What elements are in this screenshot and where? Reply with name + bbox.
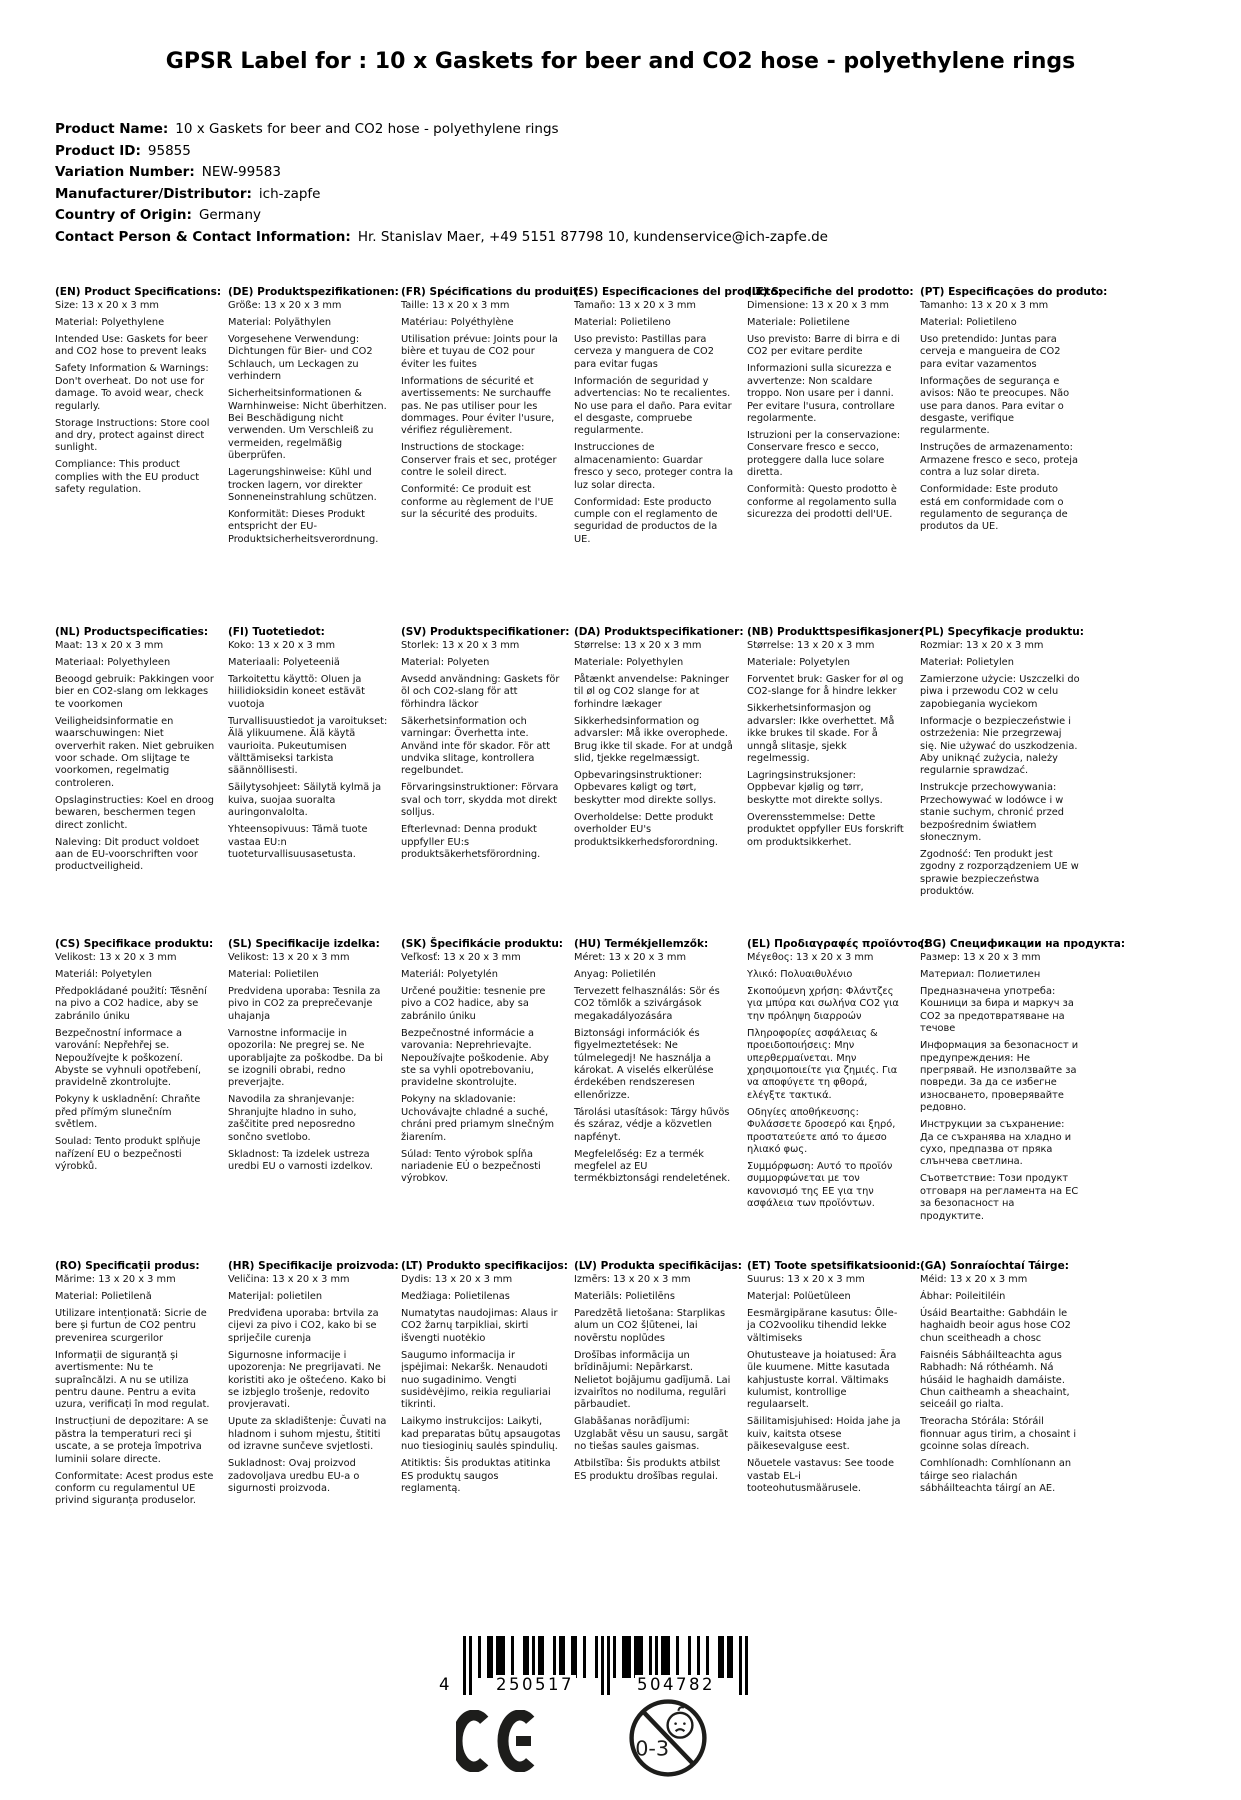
spec-block-nl bbox=[55, 626, 228, 938]
spec-paragraph: Istruzioni per la conservazione: Conservare fresco e secco, proteggere dalla luce solare diretta. bbox=[747, 430, 901, 479]
spec-paragraph: Σκοπούμενη χρήση: Φλάντζες για μπύρα και σωλήνα CO2 για την πρόληψη διαρροών bbox=[747, 986, 899, 1022]
spec-paragraph: Matériau: Polyéthylène bbox=[401, 317, 514, 328]
spec-heading-ro: (RO) Specificații produs: bbox=[55, 1260, 200, 1272]
spec-paragraph: Dimensione: 13 x 20 x 3 mm bbox=[747, 300, 889, 311]
info-value: 95855 bbox=[147, 142, 191, 159]
spec-paragraph: Tervezett felhasználás: Sör és CO2 tömlők a szivárgások megakadályozására bbox=[574, 986, 720, 1022]
spec-paragraph: Materiale: Polyetylen bbox=[747, 657, 850, 668]
spec-paragraph: Pokyny na skladovanie: Uchovávajte chladné a suché, chráni pred priamym slnečným žiarením. bbox=[401, 1094, 555, 1143]
spec-paragraph: Μέγεθος: 13 x 20 x 3 mm bbox=[747, 952, 874, 963]
spec-paragraph: Drošības informācija un brīdinājumi: Nepārkarst. Nelietot bojājumu gadījumā. Lai izvairītos no nodiluma, regulāri pārbaudiet. bbox=[574, 1349, 731, 1411]
spec-paragraph: Izmērs: 13 x 20 x 3 mm bbox=[574, 1274, 691, 1285]
info-label: Product ID: bbox=[55, 142, 141, 159]
spec-paragraph: Größe: 13 x 20 x 3 mm bbox=[228, 300, 342, 311]
spec-paragraph: Tamaño: 13 x 20 x 3 mm bbox=[574, 300, 696, 311]
spec-paragraph: Uso previsto: Barre di birra e di CO2 per evitare perdite bbox=[747, 334, 900, 358]
spec-paragraph: Glabāšanas norādījumi: Uzglabāt vēsu un sausu, sargāt no tiešas saules gaismas. bbox=[574, 1416, 729, 1453]
spec-block-it bbox=[747, 286, 920, 626]
spec-heading-pt: (PT) Especificações do produto: bbox=[920, 286, 1108, 298]
spec-paragraph: Laikymo instrukcijos: Laikyti, kad preparatas būtų apsaugotas nuo tiesioginių saulės spindulių. bbox=[401, 1416, 561, 1453]
spec-paragraph: Material: Polyäthylen bbox=[228, 317, 332, 328]
info-value: ich-zapfe bbox=[258, 185, 321, 202]
barcode-left-group: 250517 bbox=[496, 1675, 574, 1694]
spec-paragraph: Sicherheitsinformationen & Warnhinweise: Nicht überhitzen. Bei Beschädigung nicht verwenden. Um Verschleiß zu vermeiden, regelmäßig überprüfen. bbox=[228, 388, 387, 462]
info-label: Country of Origin: bbox=[55, 207, 192, 223]
spec-paragraph: Konformität: Dieses Produkt entspricht der EU-Produktsicherheitsverordnung. bbox=[228, 509, 379, 545]
product-info-row bbox=[55, 141, 1241, 163]
spec-paragraph: Navodila za shranjevanje: Shranjujte hladno in suho, zaščitite pred neposredno sončno svetlobo. bbox=[228, 1094, 357, 1143]
info-label: Contact Person & Contact Information: bbox=[55, 228, 351, 245]
spec-paragraph: Säilitamisjuhised: Hoida jahe ja kuiv, kaitsta otsese päikesevalguse eest. bbox=[747, 1416, 901, 1453]
spec-paragraph: Upute za skladištenje: Čuvati na hladnom i suhom mjestu, štititi od izravne sunčeve svjetlosti. bbox=[228, 1416, 387, 1453]
spec-heading-et: (ET) Toote spetsifikatsioonid: bbox=[747, 1260, 921, 1272]
spec-block-cs bbox=[55, 938, 228, 1260]
ean13-barcode bbox=[439, 1636, 748, 1696]
spec-block-es bbox=[574, 286, 782, 626]
spec-heading-cs: (CS) Specifikace produktu: bbox=[55, 938, 214, 950]
spec-paragraph: Instructions de stockage: Conserver frais et sec, protéger contre le soleil direct. bbox=[401, 442, 557, 479]
spec-paragraph: Velikost: 13 x 20 x 3 mm bbox=[228, 952, 350, 963]
spec-paragraph: Materiál: Polyetylen bbox=[55, 969, 152, 980]
spec-block-pt bbox=[920, 286, 1108, 626]
spec-paragraph: Veľkosť: 13 x 20 x 3 mm bbox=[401, 952, 521, 963]
spec-paragraph: Avsedd användning: Gaskets för öl och CO2-slang för att förhindra läckor bbox=[401, 674, 560, 710]
language-specs-grid bbox=[55, 286, 1241, 1540]
spec-heading-hu: (HU) Termékjellemzők: bbox=[574, 938, 709, 950]
spec-paragraph: Materiale: Polyethylen bbox=[574, 657, 684, 668]
spec-block-ga bbox=[920, 1260, 1093, 1540]
spec-block-sk bbox=[401, 938, 574, 1260]
product-info-row bbox=[55, 205, 1241, 227]
spec-paragraph: Beoogd gebruik: Pakkingen voor bier en CO2-slang om lekkages te voorkomen bbox=[55, 674, 214, 710]
spec-paragraph: Sigurnosne informacije i upozorenja: Ne pregrijavati. Ne koristiti ako je oštećeno. Kako bi se izbjeglo trošenje, redovito provjeravati. bbox=[228, 1349, 386, 1411]
spec-paragraph: Material: Polyeten bbox=[401, 657, 490, 668]
spec-paragraph: Съответствие: Този продукт отговаря на регламента на ЕС за безопасност на продуктите. bbox=[920, 1173, 1079, 1222]
spec-paragraph: Overholdelse: Dette produkt overholder EU's produktsikkerhedsforordning. bbox=[574, 811, 719, 848]
spec-paragraph: Atitiktis: Šis produktas atitinka ES produktų saugos reglamentą. bbox=[401, 1458, 551, 1495]
spec-heading-lt: (LT) Produkto specifikacijos: bbox=[401, 1260, 568, 1272]
spec-paragraph: Megfelelőség: Ez a termék megfelel az EU termékbiztonsági rendeletének. bbox=[574, 1148, 731, 1185]
spec-paragraph: Материал: Полиетилен bbox=[920, 969, 1041, 980]
spec-block-et bbox=[747, 1260, 920, 1540]
age-warning-label: 0-3 bbox=[635, 1736, 670, 1761]
spec-block-el bbox=[747, 938, 928, 1260]
spec-paragraph: Dydis: 13 x 20 x 3 mm bbox=[401, 1274, 513, 1285]
spec-block-fr bbox=[401, 286, 583, 626]
info-value: NEW-99583 bbox=[201, 164, 281, 180]
spec-heading-lv: (LV) Produkta specifikācijas: bbox=[574, 1260, 742, 1272]
page-title: GPSR Label for : 10 x Gaskets for beer and CO2 hose - polyethylene rings bbox=[165, 49, 1076, 74]
spec-paragraph: Ohutusteave ja hoiatused: Ära üle kuumene. Mitte kasutada kahjustuste korral. Vältimaks kulumist, kontrollige regulaarselt. bbox=[747, 1349, 897, 1411]
spec-paragraph: Tarkoitettu käyttö: Oluen ja hiilidioksidin koneet estävät vuotoja bbox=[228, 674, 365, 710]
ce-mark-icon bbox=[456, 1710, 538, 1776]
spec-paragraph: Material: Polietileno bbox=[920, 317, 1017, 328]
spec-block-bg bbox=[920, 938, 1126, 1260]
spec-paragraph: Instrucciones de almacenamiento: Guardar fresco y seco, proteger contra la luz solar directa. bbox=[574, 442, 734, 491]
spec-paragraph: Rozmiar: 13 x 20 x 3 mm bbox=[920, 640, 1044, 651]
spec-paragraph: Размер: 13 x 20 x 3 mm bbox=[920, 952, 1041, 963]
spec-paragraph: Treoracha Stórála: Stóráil fionnuar agus tirim, a chosaint i gcoinne solas díreach. bbox=[920, 1416, 1077, 1453]
info-label: Product Name: bbox=[55, 121, 169, 137]
spec-paragraph: Nõuetele vastavus: See toode vastab EL-i tooteohutusmäärusele. bbox=[747, 1458, 895, 1495]
spec-paragraph: Compliance: This product complies with the EU product safety regulation. bbox=[55, 459, 200, 496]
product-info-row bbox=[55, 184, 1241, 206]
spec-paragraph: Materjal: Polüetüleen bbox=[747, 1291, 851, 1302]
spec-heading-es: (ES) Especificaciones del producto: bbox=[574, 286, 782, 298]
spec-heading-pl: (PL) Specyfikacje produktu: bbox=[920, 626, 1084, 638]
spec-paragraph: Material: Polietileno bbox=[574, 317, 671, 328]
spec-heading-fr: (FR) Spécifications du produit: bbox=[401, 286, 583, 298]
spec-paragraph: Uso previsto: Pastillas para cerveza y manguera de CO2 para evitar fugas bbox=[574, 334, 714, 370]
spec-block-lv bbox=[574, 1260, 747, 1540]
spec-paragraph: Instrukcje przechowywania: Przechowywać w lodówce i w stanie suchym, chronić przed bezpośrednim światłem słonecznym. bbox=[920, 782, 1064, 844]
spec-heading-it: (IT) Specifiche del prodotto: bbox=[747, 286, 914, 298]
spec-block-ro bbox=[55, 1260, 228, 1540]
spec-block-hr bbox=[228, 1260, 401, 1540]
spec-paragraph: Συμμόρφωση: Αυτό το προϊόν συμμορφώνεται με τον κανονισμό της ΕΕ για την ασφάλεια των προϊόντων. bbox=[747, 1161, 893, 1210]
spec-paragraph: Υλικό: Πολυαιθυλένιο bbox=[747, 969, 853, 980]
spec-paragraph: Conformité: Ce produit est conforme au règlement de l'UE sur la sécurité des produits. bbox=[401, 484, 554, 521]
spec-block-sl bbox=[228, 938, 401, 1260]
spec-paragraph: Sikkerhedsinformation og advarsler: Må ikke overophede. Brug ikke til skade. For at undgå slid, tjekke regelmæssigt. bbox=[574, 715, 733, 765]
info-value: Germany bbox=[198, 207, 261, 223]
spec-paragraph: Tamanho: 13 x 20 x 3 mm bbox=[920, 300, 1049, 311]
spec-paragraph: Material: Polietilen bbox=[228, 969, 319, 980]
spec-paragraph: Storage Instructions: Store cool and dry, protect against direct sunlight. bbox=[55, 417, 210, 454]
spec-paragraph: Pokyny k uskladnění: Chraňte před přímým slunečním světlem. bbox=[55, 1094, 201, 1131]
spec-paragraph: Instruções de armazenamento: Armazene fresco e seco, proteja contra a luz solar direta. bbox=[920, 442, 1079, 479]
spec-heading-fi: (FI) Tuotetiedot: bbox=[228, 626, 325, 638]
spec-paragraph: Velikost: 13 x 20 x 3 mm bbox=[55, 952, 177, 963]
spec-paragraph: Materiaali: Polyeteeniä bbox=[228, 657, 340, 668]
spec-paragraph: Οδηγίες αποθήκευσης: Φυλάσσετε δροσερό και ξηρό, προστατεύετε από το άμεσο ηλιακό φως. bbox=[747, 1106, 896, 1156]
spec-heading-el: (EL) Προδιαγραφές προϊόντος: bbox=[747, 938, 928, 950]
spec-paragraph: Sukladnost: Ovaj proizvod zadovoljava uredbu EU-a o sigurnosti proizvoda. bbox=[228, 1458, 360, 1495]
spec-paragraph: Lagerungshinweise: Kühl und trocken lagern, vor direkter Sonneneinstrahlung schützen. bbox=[228, 467, 377, 504]
spec-paragraph: Anyag: Polietilén bbox=[574, 969, 656, 980]
spec-paragraph: Méid: 13 x 20 x 3 mm bbox=[920, 1274, 1028, 1285]
spec-heading-sv: (SV) Produktspecifikationer: bbox=[401, 626, 570, 638]
spec-paragraph: Lagringsinstruksjoner: Oppbevar kjølig og tørr, beskytte mot direkte sollys. bbox=[747, 770, 883, 806]
spec-heading-bg: (BG) Спецификации на продукта: bbox=[920, 938, 1126, 950]
spec-paragraph: Skladnost: Ta izdelek ustreza uredbi EU o varnosti izdelkov. bbox=[228, 1148, 373, 1173]
spec-paragraph: Conformitate: Acest produs este conform cu regulamentul UE privind siguranța produselor. bbox=[55, 1470, 214, 1507]
spec-heading-sk: (SK) Špecifikácie produktu: bbox=[401, 938, 564, 950]
gpsr-label-page bbox=[0, 46, 1241, 1800]
spec-paragraph: Utilizare intenționată: Sicrie de bere și furtun de CO2 pentru prevenirea scurgerilor bbox=[55, 1308, 207, 1344]
spec-block-en bbox=[55, 286, 228, 626]
spec-heading-da: (DA) Produktspecifikationer: bbox=[574, 626, 744, 638]
spec-paragraph: Informazioni sulla sicurezza e avvertenze: Non scaldare troppo. Non usare per i danni. Per evitare l'usura, controllare regolarmente. bbox=[747, 363, 895, 425]
spec-paragraph: Biztonsági információk és figyelmeztetések: Ne túlmelegedj! Ne használja a károkat. A viselés elkerülése érdekében rendszeresen ellenőrizze. bbox=[574, 1027, 714, 1101]
spec-paragraph: Maat: 13 x 20 x 3 mm bbox=[55, 640, 164, 651]
spec-paragraph: Materiale: Polietilene bbox=[747, 317, 850, 328]
spec-paragraph: Faisnéis Sábháilteachta agus Rabhadh: Ná róthéamh. Ná húsáid le haghaidh damáiste. Chun caitheamh a sheachaint, seiceáil go rialta. bbox=[920, 1349, 1070, 1411]
spec-paragraph: Material: Polyethylene bbox=[55, 317, 165, 328]
spec-paragraph: Saugumo informacija ir įspėjimai: Nekaršk. Nenaudoti nuo sugadinimo. Vengti susidėvėjimo, reikia reguliariai tikrinti. bbox=[401, 1349, 551, 1411]
spec-paragraph: Naleving: Dit product voldoet aan de EU-voorschriften voor productveiligheid. bbox=[55, 836, 200, 873]
spec-paragraph: Medžiaga: Polietilenas bbox=[401, 1291, 510, 1302]
spec-paragraph: Forventet bruk: Gasker for øl og CO2-slange for å hindre lekker bbox=[747, 674, 904, 698]
spec-block-lt bbox=[401, 1260, 574, 1540]
spec-paragraph: Informações de segurança e avisos: Não te preocupes. Não use para danos. Para evitar o desgaste, verifique regularmente. bbox=[920, 375, 1070, 437]
spec-paragraph: Turvallisuustiedot ja varoitukset: Älä ylikuumene. Älä käytä vaurioita. Pukeutumisen välttämiseksi tarkista säännöllisesti. bbox=[228, 715, 388, 777]
spec-block-pl bbox=[920, 626, 1093, 938]
spec-paragraph: Tárolási utasítások: Tárgy hűvös és száraz, védje a közvetlen napfényt. bbox=[574, 1106, 730, 1143]
spec-paragraph: Soulad: Tento produkt splňuje nařízení EU o bezpečnosti výrobků. bbox=[55, 1136, 201, 1173]
spec-paragraph: Materiāls: Polietilēns bbox=[574, 1291, 675, 1302]
spec-paragraph: Zamierzone użycie: Uszczelki do piwa i przewodu CO2 w celu zapobiegania wyciekom bbox=[920, 674, 1080, 710]
spec-paragraph: Opbevaringsinstruktioner: Opbevares køligt og tørt, beskytter mod direkte sollys. bbox=[574, 770, 717, 806]
spec-paragraph: Material: Polietilenă bbox=[55, 1291, 152, 1302]
spec-paragraph: Předpokládané použití: Těsnění na pivo a CO2 hadice, aby se zabránilo úniku bbox=[55, 986, 207, 1022]
product-info-row bbox=[55, 119, 1241, 141]
spec-paragraph: Størrelse: 13 x 20 x 3 mm bbox=[574, 640, 702, 651]
spec-paragraph: Πληροφορίες ασφάλειας & προειδοποιήσεις: Μην υπερθερμαίνεται. Μην χρησιμοποιείτε για ζημιές. Για να αποφύγετε τη φθορά, ελέγξτε τακτικά. bbox=[747, 1027, 898, 1101]
spec-paragraph: Comhlíonadh: Comhlíonann an táirge seo rialachán sábháilteachta táirgí an AE. bbox=[920, 1458, 1072, 1495]
spec-paragraph: Predviđena uporaba: brtvila za cijevi za pivo i CO2, kako bi se spriječile curenja bbox=[228, 1308, 379, 1344]
spec-paragraph: Taille: 13 x 20 x 3 mm bbox=[401, 300, 510, 311]
baby-face-icon bbox=[668, 1707, 693, 1737]
spec-paragraph: Numatytas naudojimas: Alaus ir CO2 žarnų tarpikliai, skirti išvengti nuotėkio bbox=[401, 1308, 558, 1344]
spec-paragraph: Utilisation prévue: Joints pour la bière et tuyau de CO2 pour éviter les fuites bbox=[401, 334, 558, 370]
spec-paragraph: Mărime: 13 x 20 x 3 mm bbox=[55, 1274, 176, 1285]
info-label: Variation Number: bbox=[55, 164, 195, 180]
spec-paragraph: Yhteensopivuus: Tämä tuote vastaa EU:n tuoteturvallisuusasetusta. bbox=[228, 824, 368, 861]
spec-paragraph: Conformidade: Este produto está em conformidade com o regulamento de segurança de produtos da UE. bbox=[920, 484, 1068, 533]
spec-paragraph: Opslaginstructies: Koel en droog bewaren, beschermen tegen direct zonlicht. bbox=[55, 794, 214, 831]
spec-paragraph: Informacje o bezpieczeństwie i ostrzeżenia: Nie przegrzewaj się. Nie używać do uszkodzenia. Aby uniknąć zużycia, należy regularnie sprawdzać. bbox=[920, 715, 1078, 777]
product-info-row bbox=[55, 227, 1241, 249]
spec-paragraph: Materiał: Polietylen bbox=[920, 657, 1014, 668]
spec-paragraph: Säkerhetsinformation och varningar: Överhetta inte. Använd inte för skador. För att undvika slitage, kontrollera regelbundet. bbox=[401, 715, 551, 777]
info-value: Hr. Stanislav Maer, +49 5151 87798 10, kundenservice@ich-zapfe.de bbox=[357, 228, 828, 245]
spec-paragraph: Informations de sécurité et avertissements: Ne surchauffe pas. Ne pas utiliser pour les dommages. Pour éviter l'usure, vérifiez régulièrement. bbox=[401, 375, 555, 437]
spec-paragraph: Инструкции за съхранение: Да се съхранява на хладно и сухо, предпазва от пряка слънчева светлина. bbox=[920, 1119, 1072, 1168]
spec-paragraph: Predvidena uporaba: Tesnila za pivo in CO2 za preprečevanje uhajanja bbox=[228, 986, 381, 1022]
spec-paragraph: Størrelse: 13 x 20 x 3 mm bbox=[747, 640, 875, 651]
spec-paragraph: Overensstemmelse: Dette produktet oppfyller EUs forskrift om produktsikkerhet. bbox=[747, 811, 904, 848]
spec-paragraph: Conformidad: Este producto cumple con el reglamento de seguridad de productos de la UE. bbox=[574, 496, 718, 545]
spec-paragraph: Varnostne informacije in opozorila: Ne pregrej se. Ne uporabljajte za poškodbe. Da bi se izognili obrabi, redno preverjajte. bbox=[228, 1027, 384, 1089]
spec-block-da bbox=[574, 626, 747, 938]
spec-heading-sl: (SL) Specifikacije izdelka: bbox=[228, 938, 380, 950]
age-warning-0-3-icon bbox=[628, 1698, 708, 1782]
spec-paragraph: Vorgesehene Verwendung: Dichtungen für Bier- und CO2 Schlauch, um Leckagen zu verhindern bbox=[228, 334, 373, 383]
spec-paragraph: Veiligheidsinformatie en waarschuwingen: Niet oververhit raken. Niet gebruiken voor schade. Om slijtage te voorkomen, regelmatig controleren. bbox=[55, 715, 215, 789]
barcode-right-group: 504782 bbox=[637, 1675, 715, 1694]
info-label: Manufacturer/Distributor: bbox=[55, 185, 252, 202]
spec-paragraph: Určené použitie: tesnenie pre pivo a CO2 hadice, aby sa zabránilo úniku bbox=[401, 986, 546, 1022]
spec-paragraph: Materijal: polietilen bbox=[228, 1291, 323, 1302]
spec-paragraph: Veličina: 13 x 20 x 3 mm bbox=[228, 1274, 350, 1285]
spec-paragraph: Koko: 13 x 20 x 3 mm bbox=[228, 640, 336, 651]
spec-paragraph: Informații de siguranță și avertismente: Nu te supraîncălzi. A nu se utiliza pentru daune. Pentru a evita uzura, verificați în mod regulat. bbox=[55, 1349, 210, 1411]
spec-block-nb bbox=[747, 626, 923, 938]
spec-block-de bbox=[228, 286, 401, 626]
spec-paragraph: Bezpečnostní informace a varování: Nepřehřej se. Nepoužívejte k poškození. Abyste se vyhnuli opotřebení, pravidelně zkontrolujte. bbox=[55, 1027, 202, 1089]
spec-heading-hr: (HR) Specifikacije proizvoda: bbox=[228, 1260, 399, 1272]
spec-paragraph: Ábhar: Poileitiléin bbox=[920, 1291, 1006, 1302]
spec-paragraph: Úsáid Beartaithe: Gabhdáin le haghaidh beoir agus hose CO2 chun sceitheadh a chosc bbox=[920, 1308, 1071, 1344]
spec-heading-nb: (NB) Produkttspesifikasjoner: bbox=[747, 626, 923, 638]
spec-paragraph: Intended Use: Gaskets for beer and CO2 hose to prevent leaks bbox=[55, 334, 208, 358]
spec-heading-de: (DE) Produktspezifikationen: bbox=[228, 286, 399, 298]
product-info bbox=[55, 119, 1241, 248]
spec-paragraph: Atbilstība: Šis produkts atbilst ES produktu drošības regulai. bbox=[574, 1458, 721, 1482]
spec-paragraph: Uso pretendido: Juntas para cerveja e mangueira de CO2 para evitar vazamentos bbox=[920, 334, 1061, 370]
spec-paragraph: Suurus: 13 x 20 x 3 mm bbox=[747, 1274, 865, 1285]
spec-paragraph: Materiál: Polyetylén bbox=[401, 969, 498, 980]
info-value: 10 x Gaskets for beer and CO2 hose - polyethylene rings bbox=[175, 121, 559, 137]
spec-paragraph: Förvaringsinstruktioner: Förvara sval och torr, skydda mot direkt solljus. bbox=[401, 782, 559, 819]
spec-paragraph: Materiaal: Polyethyleen bbox=[55, 657, 171, 668]
spec-paragraph: Efterlevnad: Denna produkt uppfyller EU:s produktsäkerhetsförordning. bbox=[401, 824, 541, 861]
spec-paragraph: Информация за безопасност и предупреждения: Не прегрявай. Не използвайте за повреди. За да се избегне износването, проверявайте редовно. bbox=[920, 1040, 1079, 1114]
spec-paragraph: Súlad: Tento výrobok spĺňa nariadenie EÚ o bezpečnosti výrobkov. bbox=[401, 1148, 541, 1185]
spec-paragraph: Storlek: 13 x 20 x 3 mm bbox=[401, 640, 520, 651]
spec-heading-ga: (GA) Sonraíochtaí Táirge: bbox=[920, 1260, 1069, 1272]
spec-paragraph: Предназначена употреба: Кошници за бира и маркуч за CO2 за предотвратяване на течове bbox=[920, 986, 1074, 1035]
barcode-lead-digit: 4 bbox=[439, 1675, 450, 1694]
spec-paragraph: Instrucțiuni de depozitare: A se păstra la temperaturi reci şi uscate, a se proteja împotriva luminii solare directe. bbox=[55, 1416, 209, 1465]
spec-paragraph: Säilytysohjeet: Säilytä kylmä ja kuiva, suojaa suoralta auringonvalolta. bbox=[228, 782, 382, 819]
spec-paragraph: Size: 13 x 20 x 3 mm bbox=[55, 300, 159, 311]
spec-paragraph: Zgodność: Ten produkt jest zgodny z rozporządzeniem UE w sprawie bezpieczeństwa produktów. bbox=[920, 849, 1079, 898]
spec-heading-en: (EN) Product Specifications: bbox=[55, 286, 222, 298]
spec-paragraph: Safety Information & Warnings: Don't overheat. Do not use for damage. To avoid wear, check regularly. bbox=[55, 363, 209, 412]
spec-paragraph: Bezpečnostné informácie a varovania: Neprehrievajte. Nepoužívajte poškodenie. Aby ste sa vyhli opotrebovaniu, pravidelne skontrolujte. bbox=[401, 1027, 549, 1089]
spec-heading-nl: (NL) Productspecificaties: bbox=[55, 626, 209, 638]
spec-paragraph: Paredzētā lietošana: Starplikas alum un CO2 šļūtenei, lai novērstu noplūdes bbox=[574, 1308, 726, 1344]
spec-paragraph: Méret: 13 x 20 x 3 mm bbox=[574, 952, 686, 963]
spec-paragraph: Sikkerhetsinformasjon og advarsler: Ikke overhettet. Må ikke brukes til skade. For å unngå slitasje, sjekk regelmessig. bbox=[747, 703, 895, 765]
spec-paragraph: Conformità: Questo prodotto è conforme al regolamento sulla sicurezza dei prodotti dell'UE. bbox=[747, 484, 897, 521]
product-info-row bbox=[55, 162, 1241, 184]
spec-paragraph: Información de seguridad y advertencias: No te recalientes. No use para el daño. Para evitar el desgaste, compruebe regularmente. bbox=[574, 375, 732, 437]
spec-paragraph: Påtænkt anvendelse: Pakninger til øl og CO2 slange for at forhindre lækager bbox=[574, 674, 730, 710]
spec-paragraph: Eesmärgipärane kasutus: Õlle- ja CO2vooliku tihendid lekke vältimiseks bbox=[747, 1308, 898, 1344]
spec-block-sv bbox=[401, 626, 574, 938]
spec-block-hu bbox=[574, 938, 747, 1260]
spec-block-fi bbox=[228, 626, 401, 938]
